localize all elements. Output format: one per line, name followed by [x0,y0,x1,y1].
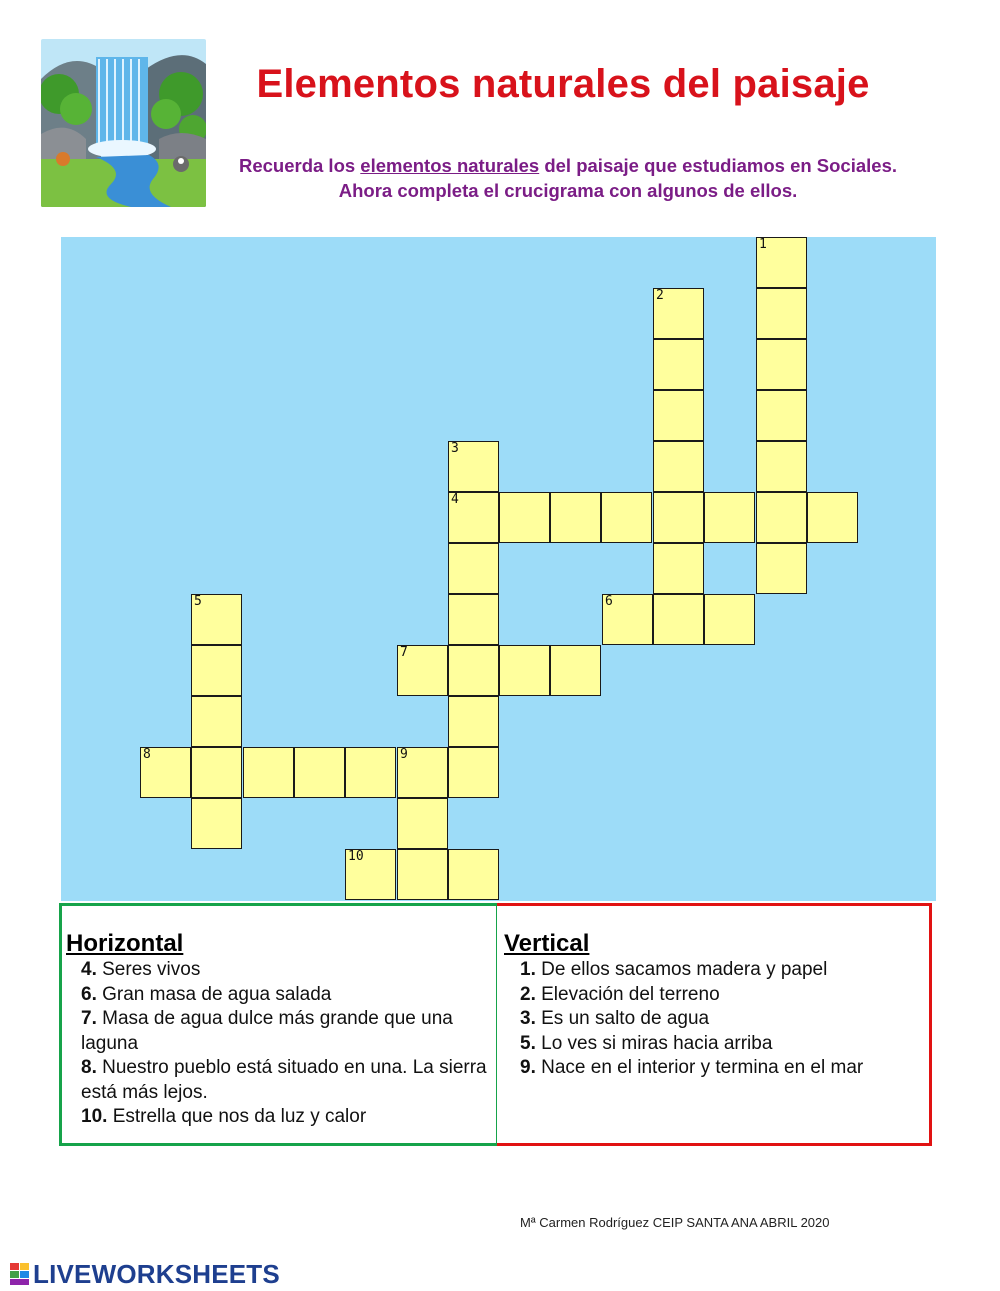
clue-number: 6. [81,983,97,1005]
page-title: Elementos naturales del paisaje [256,62,870,106]
clue-item [81,1105,491,1130]
crossword-cell[interactable] [756,237,807,288]
crossword-cell[interactable] [294,747,345,798]
crossword-cell[interactable] [499,492,550,543]
crossword-cell[interactable] [448,645,499,696]
crossword-cell[interactable] [397,849,448,900]
crossword-cell[interactable] [140,747,191,798]
crossword-cell[interactable] [191,645,242,696]
clue-item [81,958,491,983]
crossword-cell[interactable] [397,747,448,798]
clue-text: Gran masa de agua salada [96,983,332,1005]
clue-text: Seres vivos [96,959,201,980]
crossword-cell[interactable] [448,492,499,543]
crossword-cell[interactable] [756,339,807,390]
crossword-cell[interactable] [397,798,448,849]
clue-number: 5 [194,594,202,609]
clue-text: Elevación del terreno [535,983,720,1005]
clue-number: 10. [81,1106,108,1127]
horizontal-clue-list [81,958,491,1130]
crossword-cell[interactable] [191,696,242,747]
clue-item [81,1007,491,1056]
crossword-cell[interactable] [601,492,652,543]
vertical-clue-list [520,958,920,1081]
crossword-cell[interactable] [550,492,601,543]
clue-number: 3. [520,1008,536,1029]
clue-number: 2. [520,983,536,1005]
crossword-cell[interactable] [653,390,704,441]
clue-number: 1 [759,237,767,252]
clue-text: Lo ves si miras hacia arriba [535,1032,773,1054]
horizontal-heading: Horizontal [66,930,184,957]
clue-item [520,1056,920,1081]
vertical-clues-box [497,903,932,1146]
clue-number: 8 [143,747,151,762]
clue-number: 6 [605,594,613,609]
clue-text: Es un salto de agua [535,1008,710,1029]
clue-item [81,983,491,1008]
clue-number: 1. [520,959,536,980]
clue-item [520,1032,920,1057]
clue-number: 4. [81,959,97,980]
clue-number: 4 [451,492,459,507]
instructions-line-2: Ahora completa el crucigrama con algunos de ellos. [338,180,798,201]
horizontal-clues-box [59,903,499,1146]
crossword-cell[interactable] [243,747,294,798]
crossword-cell[interactable] [704,492,755,543]
crossword-cell[interactable] [448,696,499,747]
crossword-cell[interactable] [448,441,499,492]
crossword-cell[interactable] [653,594,704,645]
crossword-cell[interactable] [653,339,704,390]
clue-item [520,1007,920,1032]
crossword-cell[interactable] [653,492,704,543]
crossword-cell[interactable] [602,594,653,645]
crossword-cell[interactable] [653,441,704,492]
clue-text: Masa de agua dulce más grande que una laguna [81,1008,453,1054]
crossword-cell[interactable] [191,594,242,645]
crossword-cell[interactable] [653,288,704,339]
clue-number: 5. [520,1032,536,1054]
crossword-cell[interactable] [397,645,448,696]
clue-text: Estrella que nos da luz y calor [107,1106,367,1127]
clue-number: 9. [520,1057,536,1078]
crossword-cell[interactable] [448,747,499,798]
crossword-cell[interactable] [756,441,807,492]
crossword-cell[interactable] [345,747,396,798]
crossword-cell[interactable] [499,645,550,696]
vertical-heading: Vertical [504,930,590,957]
crossword-cell[interactable] [345,849,396,900]
crossword-cell[interactable] [448,543,499,594]
instructions-text: del paisaje que estudiamos en Sociales. [539,155,898,176]
crossword-cell[interactable] [448,594,499,645]
liveworksheets-icon [10,1262,30,1286]
clue-number: 8. [81,1057,97,1078]
crossword-cell[interactable] [550,645,601,696]
crossword-cell[interactable] [448,849,499,900]
crossword-cell[interactable] [653,543,704,594]
liveworksheets-logo[interactable] [10,1259,280,1289]
clue-text: Nace en el interior y termina en el mar [535,1057,864,1078]
crossword-cell[interactable] [191,747,242,798]
instructions-highlight: elementos naturales [360,155,540,176]
crossword-cell[interactable] [756,288,807,339]
clue-number: 7. [81,1008,97,1029]
clue-item [520,958,920,983]
crossword-grid [61,237,936,901]
waterfall-landscape-image [41,39,206,207]
crossword-cell[interactable] [191,798,242,849]
crossword-cell[interactable] [756,492,807,543]
author-credit: Mª Carmen Rodríguez CEIP SANTA ANA ABRIL 2020 [520,1215,830,1230]
clue-item [520,983,920,1008]
brand-name: LIVEWORKSHEETS [33,1258,280,1289]
clue-text: Nuestro pueblo está situado en una. La sierra está más lejos. [81,1057,487,1103]
clue-number: 3 [451,441,459,456]
clue-number: 10 [348,849,364,864]
crossword-cell[interactable] [756,390,807,441]
crossword-cell[interactable] [756,543,807,594]
instructions-text: Recuerda los [238,155,361,176]
instructions-line-1 [200,155,936,177]
clue-item [81,1056,491,1105]
crossword-cell[interactable] [807,492,858,543]
crossword-cell[interactable] [704,594,755,645]
clue-number: 7 [400,645,408,660]
clue-text: De ellos sacamos madera y papel [535,959,828,980]
clue-number: 2 [656,288,664,303]
clue-number: 9 [400,747,408,762]
